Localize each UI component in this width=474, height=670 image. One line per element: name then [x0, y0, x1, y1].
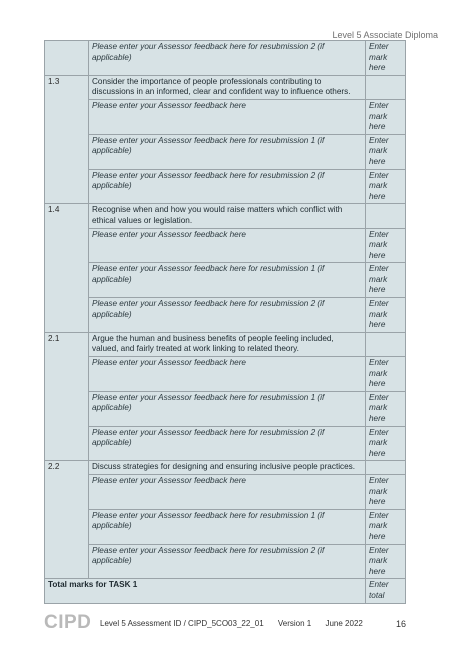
total-row — [45, 579, 406, 603]
criterion-row — [45, 461, 406, 475]
criterion-number-cell — [45, 41, 89, 76]
criterion-number: 1.3 — [45, 75, 89, 204]
mark-field[interactable]: Enter mark here — [366, 228, 406, 263]
criterion-text: Recognise when and how you would raise matters which conflict with ethical values or legislation. — [89, 204, 366, 228]
mark-field[interactable]: Enter mark here — [366, 474, 406, 509]
feedback-field[interactable]: Please enter your Assessor feedback here — [89, 357, 366, 392]
mark-field[interactable]: Enter mark here — [366, 357, 406, 392]
footer-info — [100, 619, 375, 628]
criterion-row — [45, 332, 406, 356]
mark-field[interactable]: Enter mark here — [366, 509, 406, 544]
feedback-field[interactable]: Please enter your Assessor feedback here for resubmission 2 (if applicable) — [89, 426, 366, 461]
mark-field[interactable]: Enter mark here — [366, 298, 406, 333]
feedback-row — [45, 298, 406, 333]
feedback-row — [45, 509, 406, 544]
criterion-number: 2.1 — [45, 332, 89, 461]
feedback-row — [45, 228, 406, 263]
footer — [44, 612, 406, 634]
criterion-text: Argue the human and business benefits of people feeling included, valued, and fairly treated at work linking to related theory. — [89, 332, 366, 356]
feedback-field[interactable]: Please enter your Assessor feedback here for resubmission 1 (if applicable) — [89, 391, 366, 426]
version-label: Version 1 — [277, 619, 312, 628]
mark-header-blank — [366, 75, 406, 99]
table-row — [45, 41, 406, 76]
criterion-row — [45, 75, 406, 99]
feedback-field[interactable]: Please enter your Assessor feedback here — [89, 228, 366, 263]
assessment-table — [44, 40, 406, 604]
feedback-field[interactable]: Please enter your Assessor feedback here for resubmission 1 (if applicable) — [89, 134, 366, 169]
mark-header-blank — [366, 332, 406, 356]
feedback-field[interactable]: Please enter your Assessor feedback here — [89, 474, 366, 509]
feedback-row — [45, 391, 406, 426]
criterion-number: 2.2 — [45, 461, 89, 579]
feedback-row — [45, 134, 406, 169]
feedback-field[interactable]: Please enter your Assessor feedback here for resubmission 2 (if applicable) — [89, 544, 366, 579]
mark-field[interactable]: Enter mark here — [366, 134, 406, 169]
mark-field[interactable]: Enter mark here — [366, 263, 406, 298]
page-number: 16 — [395, 619, 406, 629]
mark-field[interactable]: Enter mark here — [366, 41, 406, 76]
mark-field[interactable]: Enter mark here — [366, 169, 406, 204]
assessment-id: Level 5 Assessment ID / CIPD_5CO03_22_01 — [100, 619, 264, 628]
feedback-field[interactable]: Please enter your Assessor feedback here for resubmission 1 (if applicable) — [89, 509, 366, 544]
criterion-text: Consider the importance of people professionals contributing to discussions in an informed, clear and confident way to influence others. — [89, 75, 366, 99]
mark-field[interactable]: Enter mark here — [366, 544, 406, 579]
feedback-field[interactable]: Please enter your Assessor feedback here for resubmission 1 (if applicable) — [89, 263, 366, 298]
mark-field[interactable]: Enter mark here — [366, 99, 406, 134]
feedback-row — [45, 426, 406, 461]
feedback-row — [45, 357, 406, 392]
mark-header-blank — [366, 204, 406, 228]
feedback-row — [45, 263, 406, 298]
date-label: June 2022 — [325, 619, 363, 628]
feedback-row — [45, 169, 406, 204]
cipd-logo: CIPD — [44, 612, 92, 633]
feedback-row — [45, 544, 406, 579]
feedback-field[interactable]: Please enter your Assessor feedback here for resubmission 2 (if applicable) — [89, 298, 366, 333]
criterion-row — [45, 204, 406, 228]
mark-field[interactable]: Enter mark here — [366, 426, 406, 461]
total-field[interactable]: Enter total — [366, 579, 406, 603]
feedback-row — [45, 99, 406, 134]
criterion-text: Discuss strategies for designing and ensuring inclusive people practices. — [89, 461, 366, 475]
criterion-number: 1.4 — [45, 204, 89, 333]
feedback-field[interactable]: Please enter your Assessor feedback here for resubmission 2 (if applicable) — [89, 169, 366, 204]
feedback-field[interactable]: Please enter your Assessor feedback here — [89, 99, 366, 134]
total-label: Total marks for TASK 1 — [45, 579, 366, 603]
mark-header-blank — [366, 461, 406, 475]
feedback-field[interactable]: Please enter your Assessor feedback here for resubmission 2 (if applicable) — [89, 41, 366, 76]
feedback-row — [45, 474, 406, 509]
mark-field[interactable]: Enter mark here — [366, 391, 406, 426]
header-title: Level 5 Associate Diploma — [332, 30, 438, 40]
